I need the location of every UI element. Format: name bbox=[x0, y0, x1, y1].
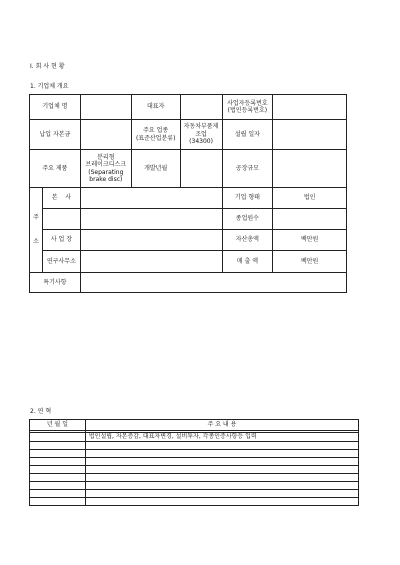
history-date-cell[interactable] bbox=[30, 497, 86, 505]
history-date-cell[interactable] bbox=[30, 473, 86, 481]
biz-reg-label: 사업자등록번호 (법인등록번호) bbox=[222, 95, 273, 120]
industry-value: 자동차부품제 조업 (34300) bbox=[180, 120, 222, 150]
history-title: 2. 연 혁 bbox=[30, 408, 52, 415]
product-value: 분리형 브레이크디스크 (Separating brake disc) bbox=[80, 150, 131, 188]
employees-label: 종업원수 bbox=[222, 209, 273, 230]
notes-value[interactable] bbox=[80, 273, 346, 293]
lab-label: 연구사무소 bbox=[42, 251, 80, 273]
founded-label: 설립 일자 bbox=[222, 120, 273, 150]
history-table bbox=[29, 419, 359, 506]
history-content-cell[interactable] bbox=[85, 473, 358, 481]
history-date-cell[interactable] bbox=[30, 441, 86, 449]
capital-value[interactable] bbox=[80, 120, 131, 150]
hq-value[interactable] bbox=[80, 188, 222, 209]
overview-title: 1. 기업체 개요 bbox=[30, 83, 69, 90]
employees-value[interactable] bbox=[273, 209, 347, 230]
site-label: 사 업 장 bbox=[42, 230, 80, 251]
history-content-cell[interactable] bbox=[85, 465, 358, 473]
industry-label: 주요 업종 (표준산업분류) bbox=[131, 120, 180, 150]
history-date-cell[interactable] bbox=[30, 449, 86, 457]
sales-label: 매 출 액 bbox=[222, 251, 273, 273]
history-content-cell[interactable] bbox=[85, 497, 358, 505]
sales-unit: 백만원 bbox=[273, 251, 347, 273]
hq-label: 본 사 bbox=[42, 188, 80, 209]
business-type-value: 법인 bbox=[273, 188, 347, 209]
history-content-cell[interactable] bbox=[85, 457, 358, 465]
history-content-cell[interactable] bbox=[85, 489, 358, 497]
business-type-label: 기업 형태 bbox=[222, 188, 273, 209]
overview-table bbox=[29, 94, 347, 293]
hq-value-2[interactable] bbox=[80, 209, 222, 230]
founded-value[interactable] bbox=[273, 120, 347, 150]
history-content-cell[interactable] bbox=[85, 449, 358, 457]
history-date-cell[interactable] bbox=[30, 489, 86, 497]
ceo-value[interactable] bbox=[180, 95, 222, 120]
history-date-header: 년 월 일 bbox=[30, 420, 86, 431]
address-label: 주 소 bbox=[30, 188, 43, 273]
hq-label-spacer bbox=[42, 209, 80, 230]
history-date-cell[interactable] bbox=[30, 481, 86, 489]
history-date-cell[interactable] bbox=[30, 457, 86, 465]
lab-value[interactable] bbox=[80, 251, 222, 273]
factory-size-label: 공장규모 bbox=[222, 150, 273, 188]
dev-year-value[interactable] bbox=[180, 150, 222, 188]
factory-size-value[interactable] bbox=[273, 150, 347, 188]
assets-unit: 백만원 bbox=[273, 230, 347, 251]
ceo-label: 대표자 bbox=[131, 95, 180, 120]
history-date-cell[interactable] bbox=[30, 465, 86, 473]
company-name-label: 기업체 명 bbox=[30, 95, 81, 120]
product-label: 주요 제품 bbox=[30, 150, 81, 188]
company-name-value[interactable] bbox=[80, 95, 131, 120]
history-content-header: 주 요 내 용 bbox=[85, 420, 358, 431]
history-content-cell[interactable] bbox=[85, 441, 358, 449]
history-date-cell[interactable] bbox=[30, 433, 86, 442]
assets-label: 자산총액 bbox=[222, 230, 273, 251]
section-title: Ⅰ. 회 사 현 황 bbox=[30, 63, 65, 70]
site-value[interactable] bbox=[80, 230, 222, 251]
history-content-cell[interactable] bbox=[85, 481, 358, 489]
notes-label: 특기사항 bbox=[30, 273, 81, 293]
capital-label: 납입 자본금 bbox=[30, 120, 81, 150]
history-content-cell: 법인설립, 자본증감, 대표자변경, 설비투자, 각종인증사항등 입력 bbox=[85, 433, 358, 442]
biz-reg-value[interactable] bbox=[273, 95, 347, 120]
dev-year-label: 개발년월 bbox=[131, 150, 180, 188]
